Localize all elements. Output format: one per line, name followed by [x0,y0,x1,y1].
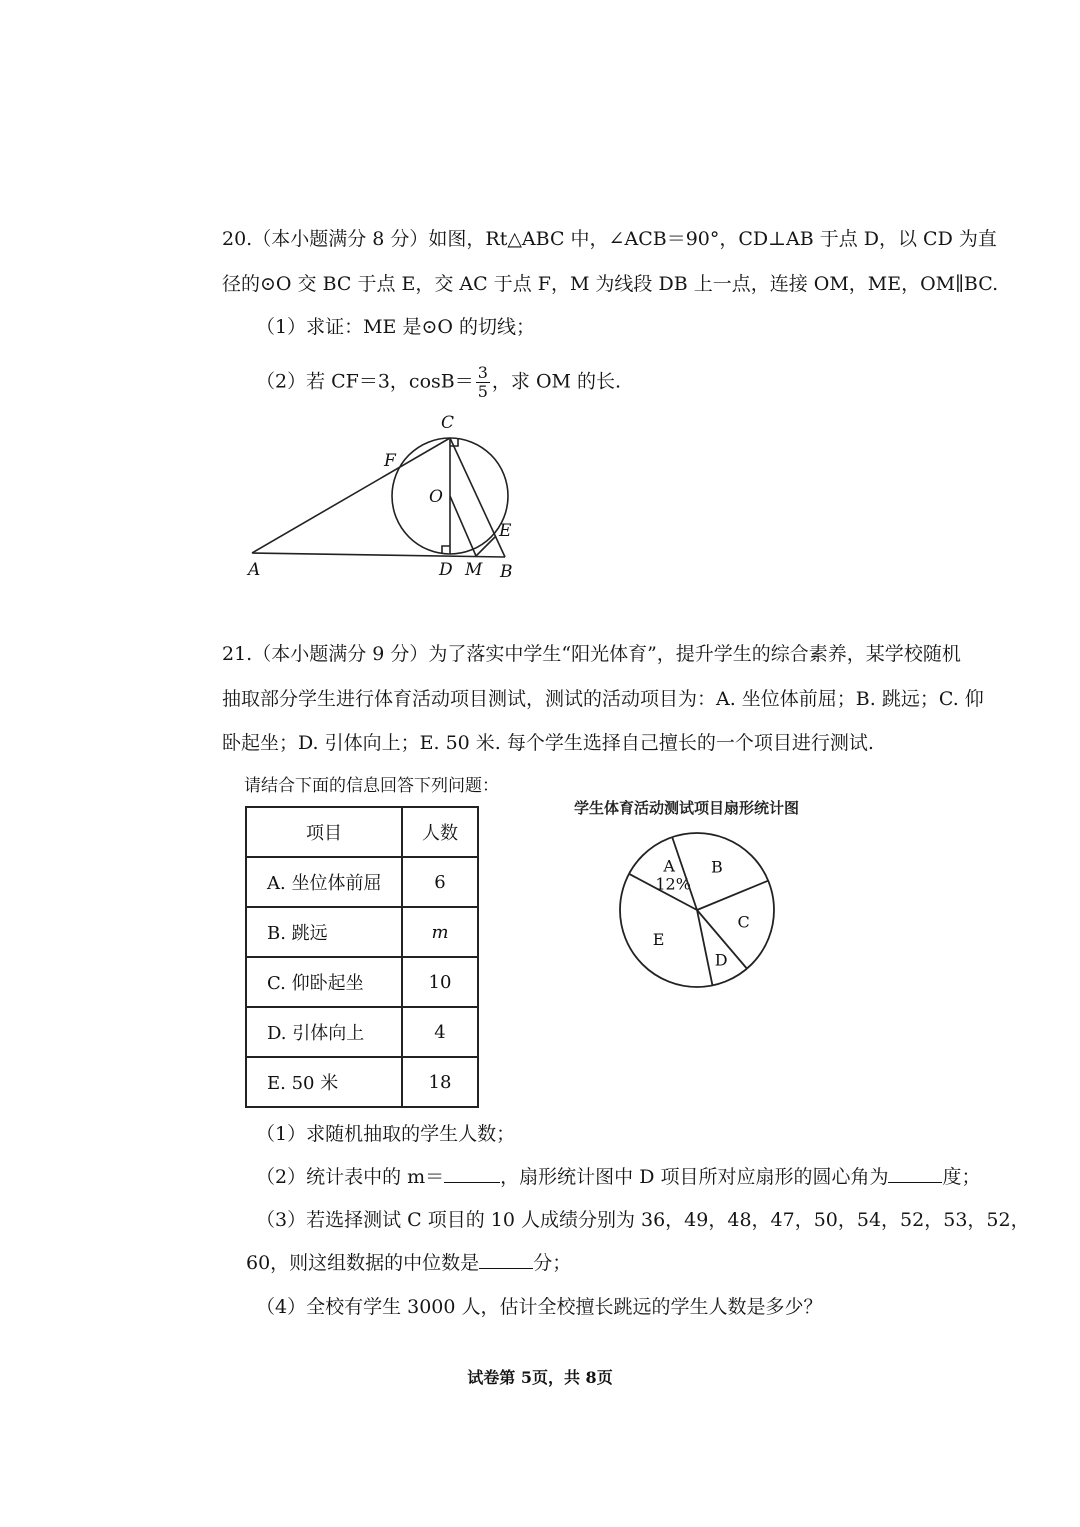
pie-chart [600,825,800,1010]
q21-part-2-a: （2）统计表中的 m＝ [256,1166,445,1188]
q21-part-2-b: ，扇形统计图中 D 项目所对应扇形的圆心角为 [500,1166,889,1188]
q20-part-2-prefix: （2）若 CF＝3，cosB＝ [256,370,474,393]
label-f: F [384,451,396,471]
q21-part-2-c: 度； [942,1166,981,1188]
table-cell-item: B. 跳远 [246,907,402,957]
label-c: C [441,413,455,433]
label-b: B [500,562,513,582]
q21-intro: 请结合下面的信息回答下列问题： [244,776,499,796]
q21-part-2 [256,1164,981,1190]
q21-line-2: 抽取部分学生进行体育活动项目测试，测试的活动项目为：A. 坐位体前屈；B. 跳远；C. 仰 [222,688,984,710]
q21-line-3: 卧起坐；D. 引体向上；E. 50 米. 每个学生选择自己擅长的一个项目进行测试. [222,732,874,754]
label-a: A [248,560,261,580]
pie-chart-title: 学生体育活动测试项目扇形统计图 [574,799,800,817]
table-cell-count: 6 [402,857,478,907]
table-cell-item: C. 仰卧起坐 [246,957,402,1007]
table-row [246,957,478,1007]
page-footer: 试卷第 5页，共 8页 [467,1368,613,1387]
q20-part-2-suffix: ，求 OM 的长. [491,370,622,393]
answer-blank-angle[interactable] [888,1164,942,1183]
table-cell-item: E. 50 米 [246,1057,402,1107]
q21-part-3-b: 分； [533,1252,572,1274]
answer-blank-m[interactable] [444,1164,500,1183]
geometry-figure [0,0,1080,620]
table-cell-count: 18 [402,1057,478,1107]
pie-slice-percent-a: 12% [655,874,691,894]
label-d: D [439,560,453,580]
q21-part-4: （4）全校有学生 3000 人，估计全校擅长跳远的学生人数是多少？ [256,1296,823,1318]
table-cell-count: 4 [402,1007,478,1057]
table-row [246,1057,478,1107]
label-o: O [429,487,443,507]
q20-line-1: 20.（本小题满分 8 分）如图，Rt△ABC 中，∠ACB＝90°，CD⊥AB 于点 D，以 CD 为直 [222,228,997,250]
table-header-count: 人数 [402,807,478,857]
pie-slice-label-a: A [663,856,675,876]
segment-ac [252,438,450,553]
table-cell-count: m [402,907,478,957]
pie-slice-label-c: C [737,912,750,932]
fraction-denominator: 5 [477,382,488,401]
q20-line-2: 径的⊙O 交 BC 于点 E，交 AC 于点 F，M 为线段 DB 上一点，连接 OM，ME，OM∥BC. [222,273,999,295]
q21-part-3-line-2 [246,1250,571,1276]
segment-om [450,496,476,556]
q21-part-1: （1）求随机抽取的学生人数； [256,1123,516,1145]
q21-part-3-line-1: （3）若选择测试 C 项目的 10 人成绩分别为 36，49，48，47，50，54，52，53，52， [256,1209,1030,1231]
stats-table [245,806,479,1108]
label-e: E [499,521,512,541]
pie-slice-boundary [697,881,768,910]
table-cell-item: D. 引体向上 [246,1007,402,1057]
q20-part-1: （1）求证：ME 是⊙O 的切线； [256,316,535,338]
table-header-item: 项目 [246,807,402,857]
segment-cb [450,438,505,557]
table-row [246,1007,478,1057]
label-m: M [465,560,483,580]
q21-part-3-a: 60，则这组数据的中位数是 [246,1252,480,1274]
table-header-row [246,807,478,857]
q21-line-1: 21.（本小题满分 9 分）为了落实中学生“阳光体育”，提升学生的综合素养，某学校随机 [222,643,961,665]
answer-blank-median[interactable] [479,1250,533,1269]
pie-slice-boundary [697,910,712,985]
segment-ab [252,553,505,557]
fraction-numerator: 3 [477,363,488,382]
pie-slice-label-e: E [652,929,665,949]
table-cell-count: 10 [402,957,478,1007]
pie-slice-label-b: B [710,857,723,877]
table-row [246,857,478,907]
table-cell-item: A. 坐位体前屈 [246,857,402,907]
table-row [246,907,478,957]
pie-slice-label-d: D [714,950,728,970]
